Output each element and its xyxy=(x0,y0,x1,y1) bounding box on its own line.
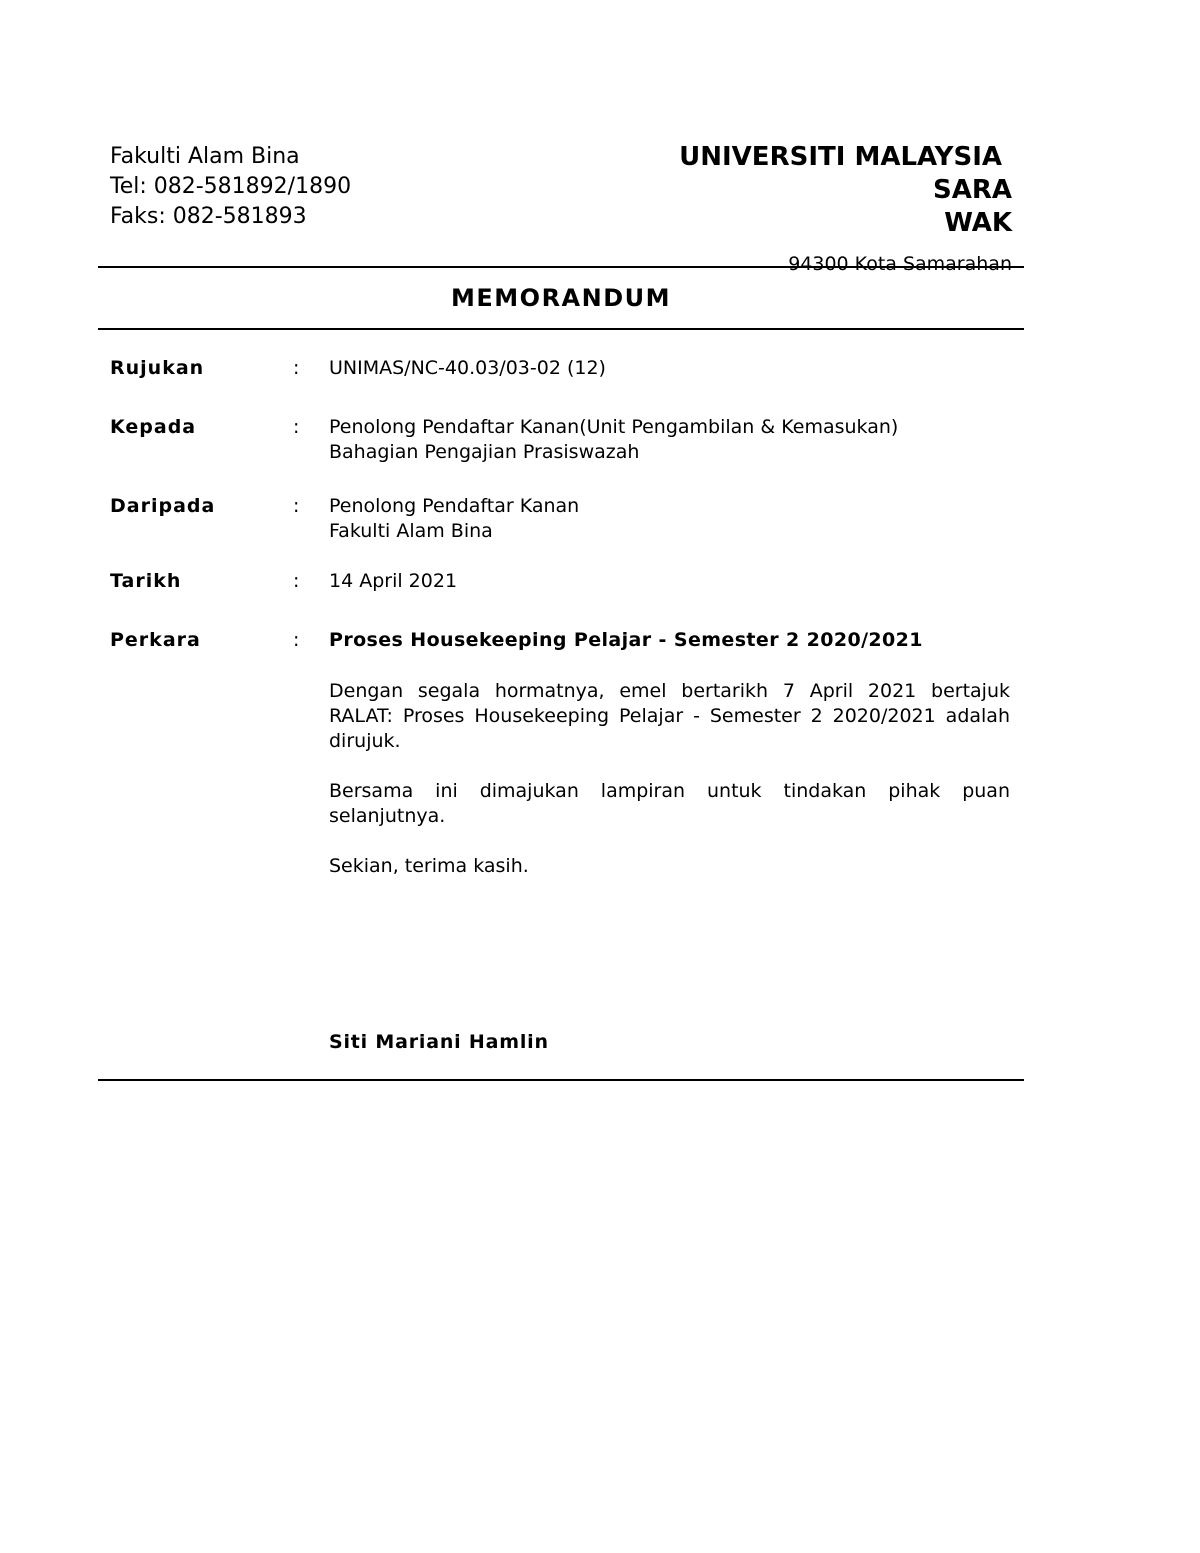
reference-value xyxy=(329,356,1011,381)
sender-line-1: Penolong Pendaftar Kanan xyxy=(329,495,580,517)
recipient-label: Kepada xyxy=(110,416,197,438)
title-divider xyxy=(98,328,1024,330)
sender-line-2: Fakulti Alam Bina xyxy=(329,520,493,542)
date-label: Tarikh xyxy=(110,570,182,592)
date-colon: : xyxy=(293,570,300,592)
university-block xyxy=(620,141,1012,276)
recipient-line-2: Bahagian Pengajian Prasiswazah xyxy=(329,441,640,463)
sender-value xyxy=(329,494,1011,544)
subject-colon: : xyxy=(293,629,300,651)
footer-divider xyxy=(98,1079,1024,1081)
memo-date: 14 April 2021 xyxy=(329,570,458,592)
signatory-name: Siti Mariani Hamlin xyxy=(329,1031,549,1053)
faculty-contact-block xyxy=(110,142,351,232)
recipient-value xyxy=(329,415,1011,465)
date-value xyxy=(329,569,1011,594)
subject-label: Perkara xyxy=(110,629,201,651)
memo-title: MEMORANDUM xyxy=(451,284,671,312)
reference-number: UNIMAS/NC-40.03/03-02 (12) xyxy=(329,357,606,379)
university-name-line-2: SARA xyxy=(933,175,1012,205)
faculty-fax: Faks: 082-581893 xyxy=(110,204,307,229)
sender-colon: : xyxy=(293,495,300,517)
body-paragraph-2: Bersama ini dimajukan lampiran untuk tindakan pihak puan selanjutnya. xyxy=(329,780,1010,827)
subject-value xyxy=(329,628,1011,653)
university-name-line-3: WAK xyxy=(944,208,1012,238)
sender-label: Daripada xyxy=(110,495,216,517)
reference-label: Rujukan xyxy=(110,357,205,379)
reference-colon: : xyxy=(293,357,300,379)
header-divider xyxy=(98,266,1024,268)
faculty-phone: Tel: 082-581892/1890 xyxy=(110,174,352,199)
recipient-line-1: Penolong Pendaftar Kanan(Unit Pengambilan & Kemasukan) xyxy=(329,416,899,438)
faculty-name: Fakulti Alam Bina xyxy=(110,144,300,169)
body-paragraph-1: Dengan segala hormatnya, emel bertarikh 7 April 2021 bertajuk RALAT: Proses Housekeeping Pelajar - Semester 2 2020/2021 adalah dirujuk. xyxy=(329,680,1010,752)
recipient-colon: : xyxy=(293,416,300,438)
university-name-line-1: UNIVERSITI MALAYSIA xyxy=(679,142,1002,172)
body-paragraph-3: Sekian, terima kasih. xyxy=(329,855,529,877)
memo-subject: Proses Housekeeping Pelajar - Semester 2 2020/2021 xyxy=(329,629,923,651)
university-address: 94300 Kota Samarahan xyxy=(788,253,1012,275)
